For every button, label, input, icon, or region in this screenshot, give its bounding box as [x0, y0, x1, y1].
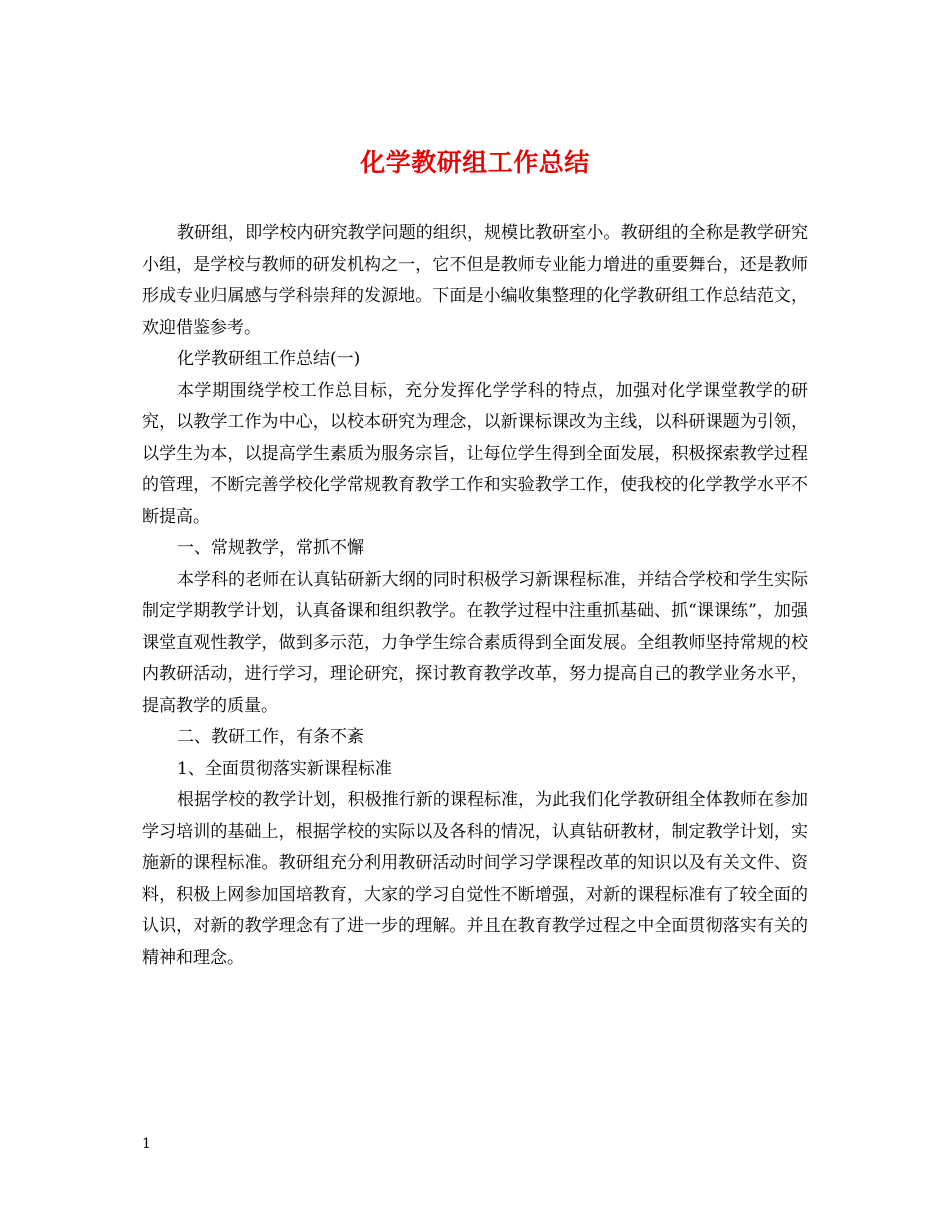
document-body: [142, 218, 808, 974]
page-number: 1: [142, 1136, 151, 1152]
paragraph-intro: 教研组，即学校内研究教学问题的组织，规模比教研室小。教研组的全称是教学研究小组，是学校与教师的研发机构之一，它不但是教师专业能力增进的重要舞台，还是教师形成专业归属感与学科崇拜的发源地。下面是小编收集整理的化学教研组工作总结范文，欢迎借鉴参考。: [142, 223, 808, 338]
section-heading-routine-teaching: 一、常规教学，常抓不懈: [177, 538, 364, 558]
paragraph-curriculum-standard: 根据学校的教学计划，积极推行新的课程标准，为此我们化学教研组全体教师在参加学习培训的基础上，根据学校的实际以及各科的情况，认真钻研教材，制定教学计划，实施新的课程标准。教研组充分利用教研活动时间学习学课程改革的知识以及有关文件、资料，积极上网参加国培教育，大家的学习自觉性不断增强，对新的课程标准有了较全面的认识，对新的教学理念有了进一步的理解。并且在教育教学过程之中全面贯彻落实有关的精神和理念。: [142, 790, 808, 968]
section-heading-research-work: 二、教研工作，有条不紊: [177, 727, 364, 747]
subsection-heading-curriculum-standard: 1、全面贯彻落实新课程标准: [177, 758, 392, 779]
section-heading-summary-1: 化学教研组工作总结(一): [177, 349, 361, 369]
paragraph-routine-teaching: 本学科的老师在认真钻研新大纲的同时积极学习新课程标准，并结合学校和学生实际制定学期教学计划，认真备课和组织教学。在教学过程中注重抓基础、抓“课课练”，加强课堂直观性教学，做到多示范，力争学生综合素质得到全面发展。全组教师坚持常规的校内教研活动，进行学习，理论研究，探讨教育教学改革，努力提高自己的教学业务水平，提高教学的质量。: [142, 569, 808, 716]
paragraph-goals: 本学期围绕学校工作总目标，充分发挥化学学科的特点，加强对化学课堂教学的研究，以教学工作为中心，以校本研究为理念，以新课标课改为主线，以科研课题为引领，以学生为本，以提高学生素质为服务宗旨，让每位学生得到全面发展，积极探索教学过程的管理，不断完善学校化学常规教育教学工作和实验教学工作，使我校的化学教学水平不断提高。: [142, 380, 808, 527]
document-title: 化学教研组工作总结: [360, 148, 590, 177]
